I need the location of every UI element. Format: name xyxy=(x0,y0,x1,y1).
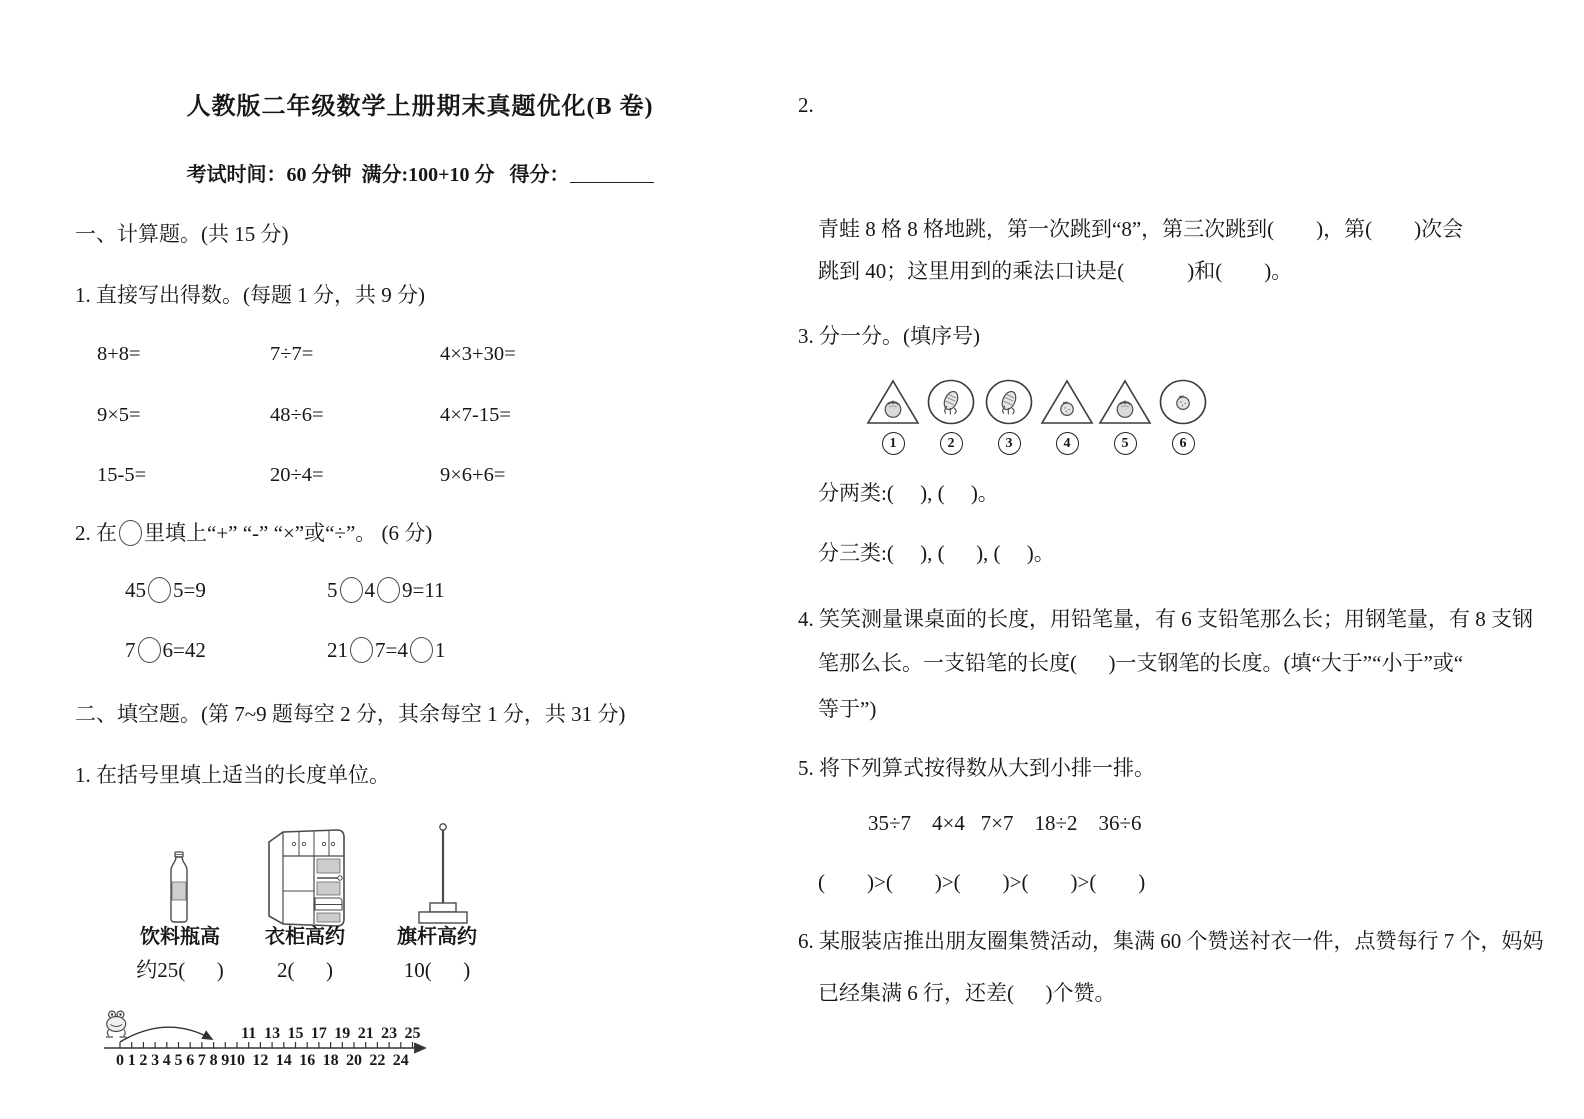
operator-fill-circle xyxy=(138,637,161,663)
numberline-bottom-label: 6 xyxy=(186,1052,195,1069)
numberline-bottom-label: 20 xyxy=(346,1052,362,1069)
section2-heading: 二、填空题。(第 7~9 题每空 2 分，其余每空 1 分，共 31 分) xyxy=(75,702,626,726)
wardrobe-caption: 衣柜高约 xyxy=(265,926,345,948)
numberline-bottom-label: 18 xyxy=(322,1052,339,1069)
operator-fill-circle xyxy=(340,577,363,603)
operator-fill-circle xyxy=(350,637,373,663)
circle-outline-icon xyxy=(981,379,1037,425)
section1-heading: 一、计算题。(共 15 分) xyxy=(75,222,289,246)
q2-line-1: 青蛙 8 格 8 格地跳，第一次跳到“8”，第三次跳到( )，第( )次会 xyxy=(818,217,1464,241)
tomato-icon xyxy=(1117,401,1133,418)
calc-expression: 9×5= xyxy=(97,403,141,426)
wardrobe-image xyxy=(261,828,349,928)
calc-expression: 4×3+30= xyxy=(440,343,516,365)
operator-fill-circle xyxy=(410,637,433,663)
calc-expression: 4×7-15= xyxy=(440,403,511,426)
shape-number-badge: 4 xyxy=(1056,432,1079,455)
frog-number-line xyxy=(92,1002,448,1078)
classify-shape-6 xyxy=(1154,379,1212,455)
triangle-outline-icon xyxy=(865,379,921,425)
classify-shape-3 xyxy=(980,379,1038,455)
flagpole-caption: 旗杆高约 xyxy=(397,926,477,948)
q4-line-2: 笔那么长。一支铅笔的长度( )一支钢笔的长度。(填“大于”“小于”或“ xyxy=(818,651,1464,675)
numberline-bottom-label: 7 xyxy=(197,1052,206,1069)
section1-q1-label: 1. 直接写出得数。(每题 1 分，共 9 分) xyxy=(75,283,425,307)
operator-fill-circle xyxy=(119,520,142,546)
numberline-bottom-label: 14 xyxy=(275,1052,292,1069)
tomato-icon xyxy=(885,401,901,418)
q6-line-2: 已经集满 6 行，还差( )个赞。 xyxy=(818,981,1116,1005)
equation-text: 里填上“+” “-” “×”或“÷”。 (6 分) xyxy=(144,521,433,545)
equation-text: 6=42 xyxy=(162,638,206,662)
calc-expression: 7÷7= xyxy=(270,343,314,365)
numberline-bottom-label: 3 xyxy=(151,1052,160,1069)
q4-line-1: 4. 笑笑测量课桌面的长度，用铅笔量，有 6 支铅笔那么长；用钢笔量，有 8 支钢 xyxy=(798,607,1533,631)
classify-shape-2 xyxy=(922,379,980,455)
classify-shape-4 xyxy=(1038,379,1096,455)
numberline-top-label: 19 xyxy=(334,1025,351,1042)
numberline-bottom-label: 9 xyxy=(221,1052,230,1069)
score-blank-line xyxy=(570,161,654,183)
numberline-bottom-label: 10 xyxy=(229,1052,245,1069)
exam-info-text: 考试时间：60 分钟 满分:100+10 分 得分： xyxy=(186,164,570,186)
numberline-bottom-label: 5 xyxy=(174,1052,183,1069)
equation-text: 4 xyxy=(364,578,375,602)
q5-expressions: 35÷7 4×4 7×7 18÷2 36÷6 xyxy=(868,811,1142,835)
q4-line-3: 等于”) xyxy=(818,697,877,721)
equation-1 xyxy=(125,577,206,603)
calc-expression: 9×6+6= xyxy=(440,464,506,486)
q2-line-2: 跳到 40；这里用到的乘法口诀是( )和( )。 xyxy=(818,259,1293,283)
shape-number-badge: 1 xyxy=(882,432,905,455)
numberline-bottom-label: 22 xyxy=(369,1052,386,1069)
bottle-image xyxy=(166,851,192,925)
numberline-bottom-label: 2 xyxy=(139,1052,148,1069)
bottle-caption: 饮料瓶高 xyxy=(140,926,220,948)
equation-text: 45 xyxy=(125,578,146,602)
equation-text: 9=11 xyxy=(402,578,445,602)
numberline-bottom-label: 0 xyxy=(116,1052,124,1069)
equation-text: 5=9 xyxy=(173,578,206,602)
q3-three-groups-blank: 分三类:( ), ( ), ( )。 xyxy=(818,541,1055,565)
shape-number-badge: 6 xyxy=(1172,432,1195,455)
section2-q1-label: 1. 在括号里填上适当的长度单位。 xyxy=(75,763,390,787)
equation-text: 7 xyxy=(125,638,136,662)
equation-3 xyxy=(125,637,206,663)
q3-label: 3. 分一分。(填序号) xyxy=(798,324,980,348)
numberline-bottom-label: 12 xyxy=(252,1052,269,1069)
equation-4 xyxy=(327,637,445,663)
q2-number: 2. xyxy=(798,93,814,117)
wardrobe-value-blank: 2( ) xyxy=(277,958,333,982)
numberline-top-label: 21 xyxy=(357,1025,374,1042)
numberline-bottom-label: 1 xyxy=(127,1052,136,1069)
equation-text: 5 xyxy=(327,578,338,602)
numberline-top-label: 23 xyxy=(381,1025,398,1042)
berry-icon xyxy=(1061,401,1073,415)
section1-q2-label xyxy=(75,520,432,546)
triangle-outline-icon xyxy=(1097,379,1153,425)
berry-icon xyxy=(1177,395,1189,409)
numberline-top-label: 13 xyxy=(264,1025,281,1042)
numberline-bottom-label: 8 xyxy=(209,1052,218,1069)
paper-title: 人教版二年级数学上册期末真题优化(B 卷) xyxy=(186,94,654,120)
numberline-top-label: 17 xyxy=(310,1025,327,1042)
shape-number-badge: 5 xyxy=(1114,432,1137,455)
classify-shape-5 xyxy=(1096,379,1154,455)
circle-outline-icon xyxy=(923,379,979,425)
numberline-bottom-label: 16 xyxy=(299,1052,316,1069)
flagpole-image xyxy=(412,822,468,926)
numberline-top-label: 11 xyxy=(241,1025,257,1042)
q5-ordering-blanks: ( )>( )>( )>( )>( ) xyxy=(818,870,1146,894)
equation-text: 21 xyxy=(327,638,348,662)
numberline-top-label: 15 xyxy=(287,1025,304,1042)
operator-fill-circle xyxy=(377,577,400,603)
shape-number-badge: 3 xyxy=(998,432,1021,455)
equation-text: 2. 在 xyxy=(75,521,117,545)
q5-label: 5. 将下列算式按得数从大到小排一排。 xyxy=(798,756,1155,780)
calc-expression: 20÷4= xyxy=(270,464,324,486)
equation-2 xyxy=(327,577,445,603)
calc-expression: 15-5= xyxy=(97,464,147,486)
calc-grid xyxy=(97,343,660,525)
numberline-top-label: 25 xyxy=(404,1025,421,1042)
numberline-bottom-label: 4 xyxy=(162,1052,171,1069)
corn-icon xyxy=(1000,389,1019,414)
exam-info-line xyxy=(75,161,765,188)
triangle-outline-icon xyxy=(1039,379,1095,425)
flagpole-value-blank: 10( ) xyxy=(403,958,471,982)
numberline-bottom-label: 24 xyxy=(392,1052,409,1069)
equation-text: 7=4 xyxy=(375,638,408,662)
bottle-value-blank: 约25( ) xyxy=(136,958,224,982)
shape-number-badge: 2 xyxy=(940,432,963,455)
q3-two-groups-blank: 分两类:( ), ( )。 xyxy=(818,481,999,505)
q6-line-1: 6. 某服装店推出朋友圈集赞活动，集满 60 个赞送衬衣一件，点赞每行 7 个，妈妈 xyxy=(798,929,1544,953)
circle-outline-icon xyxy=(1155,379,1211,425)
q3-shapes-row xyxy=(864,379,1212,455)
corn-icon xyxy=(942,389,961,414)
frog-icon xyxy=(106,1011,127,1037)
classify-shape-1 xyxy=(864,379,922,455)
operator-fill-circle xyxy=(148,577,171,603)
calc-expression: 8+8= xyxy=(97,343,141,365)
frog-jump-arc xyxy=(120,1027,212,1042)
equation-text: 1 xyxy=(434,638,446,662)
calc-expression: 48÷6= xyxy=(270,403,324,426)
